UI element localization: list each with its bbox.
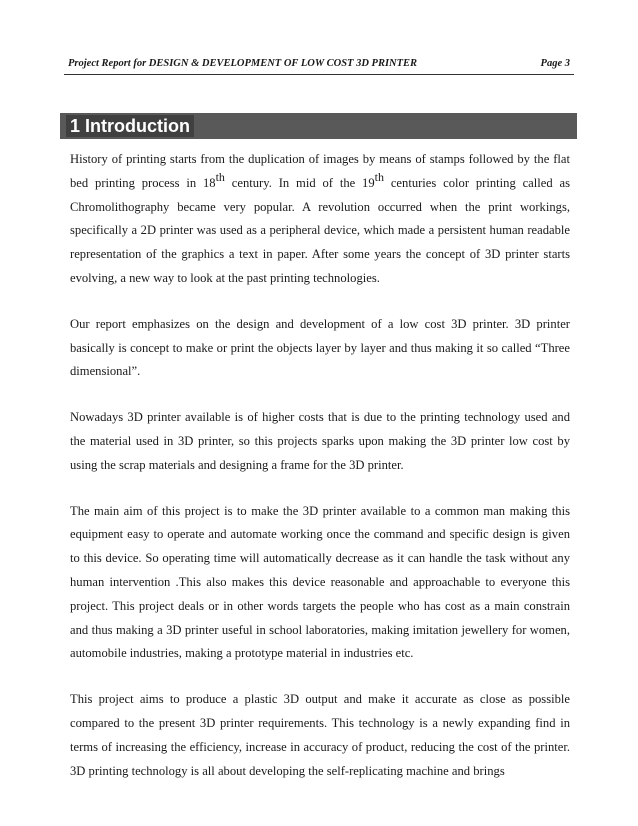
page-number: Page 3 [540,58,570,69]
section-title: 1 Introduction [66,115,194,137]
paragraph-1 [70,148,570,291]
p1-superscript-1: th [215,169,225,184]
paragraph-5: This project aims to produce a plastic 3D output and make it accurate as close as possible compared to the present 3D printer requirements. This technology is a newly expanding find in terms of increasing the efficiency, increase in accuracy of product, reducing the cost of the printer. 3D printing technology is all about developing the self-replicating machine and brings [70,692,570,778]
p1-superscript-2: th [374,169,384,184]
paragraph-4: The main aim of this project is to make the 3D printer available to a common man making this equipment easy to operate and automate working once the command and specific design is given to this device. So operating time will automatically decrease as it can handle the task without any human intervention .This also makes this device reasonable and approachable to everyone this project. This project deals or in other words targets the people who has cost as a main constrain and thus making a 3D printer useful in school laboratories, making imitation jewellery for women, automobile industries, making a prototype material in industries etc. [70,503,570,661]
header-title: Project Report for DESIGN & DEVELOPMENT OF LOW COST 3D PRINTER [68,58,418,69]
p1-part-c: centuries color printing called as Chromolithography became very popular. A revolution occurred when the print workings, specifically a 2D printer was used as a peripheral device, which made a persistent human readable representation of the graphics a text in paper. After some years the concept of 3D printer starts evolving, a new way to look at the past printing technologies. [70,175,570,285]
body-text [70,148,570,805]
p1-part-a: History of printing starts from the duplication of images by means of stamps followed by the flat bed printing process in 18 [70,152,570,190]
p1-part-b: century. In mid of the 19 [224,175,375,190]
paragraph-2: Our report emphasizes on the design and development of a low cost 3D printer. 3D printer basically is concept to make or print the objects layer by layer and thus making it so called “Three dimensional”. [70,316,570,379]
page-header [64,58,574,75]
paragraph-3: Nowadays 3D printer available is of higher costs that is due to the printing technology used and the material used in 3D printer, so this projects sparks upon making the 3D printer low cost by using the scrap materials and designing a frame for the 3D printer. [70,410,570,472]
section-heading-bar [60,113,577,139]
